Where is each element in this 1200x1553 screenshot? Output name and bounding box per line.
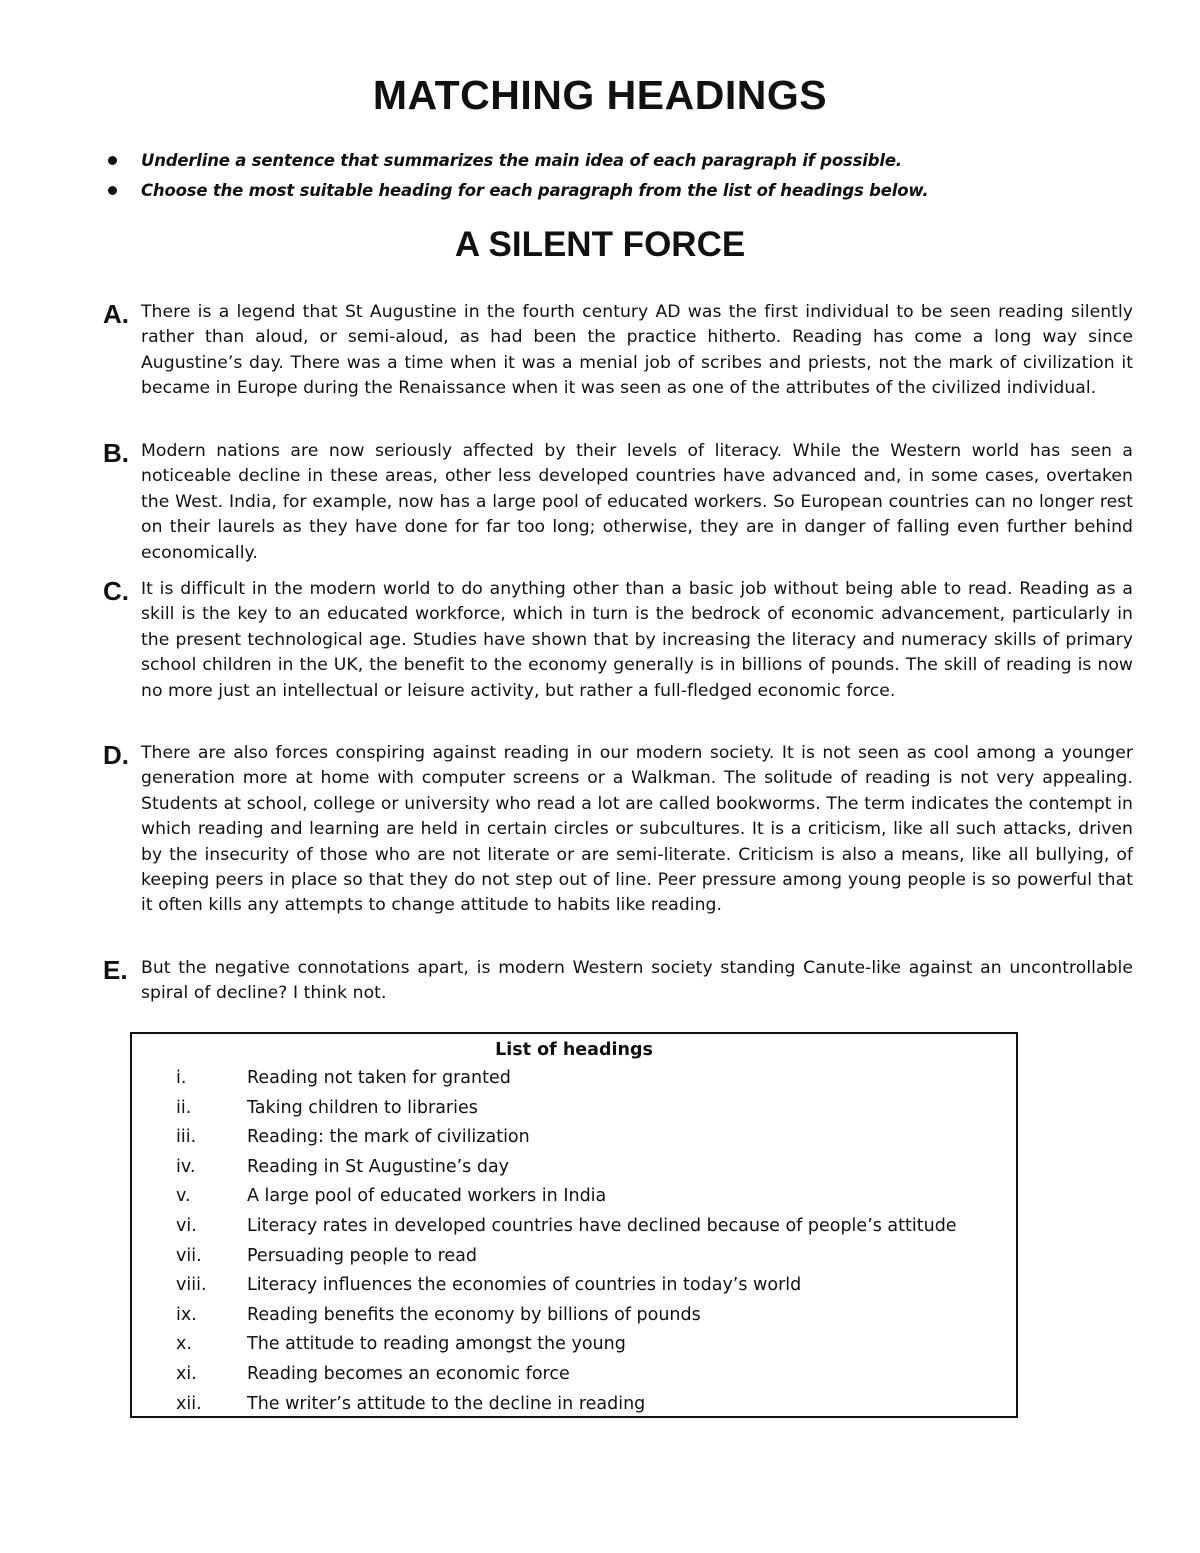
heading-text: Taking children to libraries: [247, 1097, 478, 1118]
heading-item: [132, 1330, 1016, 1360]
heading-text: Reading in St Augustine’s day: [247, 1156, 510, 1177]
heading-item: [132, 1094, 1016, 1124]
heading-text: A large pool of educated workers in India: [247, 1186, 607, 1207]
headings-box: [130, 1032, 1018, 1418]
headings-list: [132, 1064, 1016, 1419]
paragraph-letter: D.: [103, 740, 129, 770]
paragraph-d: [103, 741, 1133, 919]
heading-number: x.: [176, 1334, 192, 1355]
heading-number: iii.: [176, 1127, 197, 1148]
heading-item: [132, 1271, 1016, 1301]
heading-text: The attitude to reading amongst the young: [247, 1334, 626, 1355]
heading-number: iv.: [176, 1156, 196, 1177]
article-title: A SILENT FORCE: [454, 225, 746, 264]
heading-number: i.: [176, 1068, 187, 1088]
heading-item: [132, 1064, 1016, 1094]
paragraph-text: There are also forces conspiring against reading in our modern society. It is not seen as cool among a younger generation more at home with computer screens or a Walkman. The solitude of reading is not very appealing. Students at school, college or university who read a lot are called bookworms. The term indicates the contempt in which reading and learning are held in certain circles or subcultures. It is a criticism, like all such attacks, driven by the insecurity of those who are not literate or are semi-literate. Criticism is also a means, like all bullying, of keeping peers in place so that they do not step out of line. Peer pressure among young people is so powerful that it often kills any attempts to change attitude to habits like reading.: [141, 743, 1133, 916]
heading-text: Persuading people to read: [247, 1245, 477, 1266]
heading-item: [132, 1182, 1016, 1212]
bullet-icon: [108, 186, 117, 195]
paragraph-c: [103, 577, 1133, 704]
heading-number: vi.: [176, 1215, 197, 1236]
paragraph-letter: A.: [103, 299, 129, 329]
bullet-icon: [108, 156, 117, 165]
paragraph-letter: E.: [103, 955, 128, 985]
heading-item: [132, 1242, 1016, 1272]
instruction-text: Choose the most suitable heading for each paragraph from the list of headings below.: [141, 181, 929, 200]
heading-number: ix.: [176, 1304, 197, 1325]
heading-text: Literacy rates in developed countries have declined because of people’s attitude: [247, 1215, 957, 1236]
heading-number: viii.: [176, 1275, 207, 1296]
paragraph-e: [103, 956, 1133, 1007]
heading-text: Reading: the mark of civilization: [247, 1127, 530, 1148]
paragraph-letter: B.: [103, 438, 129, 468]
paragraph-a: [103, 300, 1133, 402]
heading-item: [132, 1212, 1016, 1242]
paragraph-letter: C.: [103, 576, 129, 606]
instruction-text: Underline a sentence that summarizes the main idea of each paragraph if possible.: [141, 151, 902, 170]
heading-item: [132, 1390, 1016, 1420]
heading-text: Reading benefits the economy by billions of pounds: [247, 1304, 701, 1325]
paragraph-text: It is difficult in the modern world to do anything other than a basic job without being able to read. Reading as a skill is the key to an educated workforce, which in turn is the bedrock of economic advancement, particularly in the present technological age. Studies have shown that by increasing the literacy and numeracy skills of primary school children in the UK, the benefit to the economy generally is in billions of pounds. The skill of reading is now no more just an intellectual or leisure activity, but rather a full-fledged economic force.: [141, 579, 1133, 701]
heading-number: xi.: [176, 1363, 197, 1384]
heading-number: v.: [176, 1186, 191, 1207]
paragraph-text: There is a legend that St Augustine in the fourth century AD was the first individual to be seen reading silently rather than aloud, or semi-aloud, as had been the practice hitherto. Reading has come a long way since Augustine’s day. There was a time when it was a menial job of scribes and priests, not the mark of civilization it became in Europe during the Renaissance when it was seen as one of the attributes of the civilized individual.: [141, 302, 1133, 399]
heading-number: xii.: [176, 1393, 202, 1414]
heading-number: ii.: [176, 1097, 192, 1118]
instructions-list: [108, 146, 1088, 206]
heading-item: [132, 1360, 1016, 1390]
headings-title: List of headings: [495, 1040, 653, 1060]
heading-item: [132, 1301, 1016, 1331]
instruction-item: [108, 146, 1088, 176]
heading-text: Reading not taken for granted: [247, 1068, 511, 1088]
heading-item: [132, 1153, 1016, 1183]
heading-number: vii.: [176, 1245, 202, 1266]
paragraph-b: [103, 439, 1133, 566]
heading-text: Reading becomes an economic force: [247, 1363, 570, 1384]
page-title: MATCHING HEADINGS: [372, 72, 828, 118]
heading-text: The writer’s attitude to the decline in reading: [247, 1393, 646, 1414]
paragraph-text: But the negative connotations apart, is modern Western society standing Canute-like against an uncontrollable spiral of decline? I think not.: [141, 958, 1133, 1004]
instruction-item: [108, 176, 1088, 206]
heading-text: Literacy influences the economies of countries in today’s world: [247, 1275, 802, 1296]
paragraph-text: Modern nations are now seriously affected by their levels of literacy. While the Western world has seen a noticeable decline in these areas, other less developed countries have advanced and, in some cases, overtaken the West. India, for example, now has a large pool of educated workers. So European countries can no longer rest on their laurels as they have done for far too long; otherwise, they are in danger of falling even further behind economically.: [141, 441, 1133, 563]
heading-item: [132, 1123, 1016, 1153]
